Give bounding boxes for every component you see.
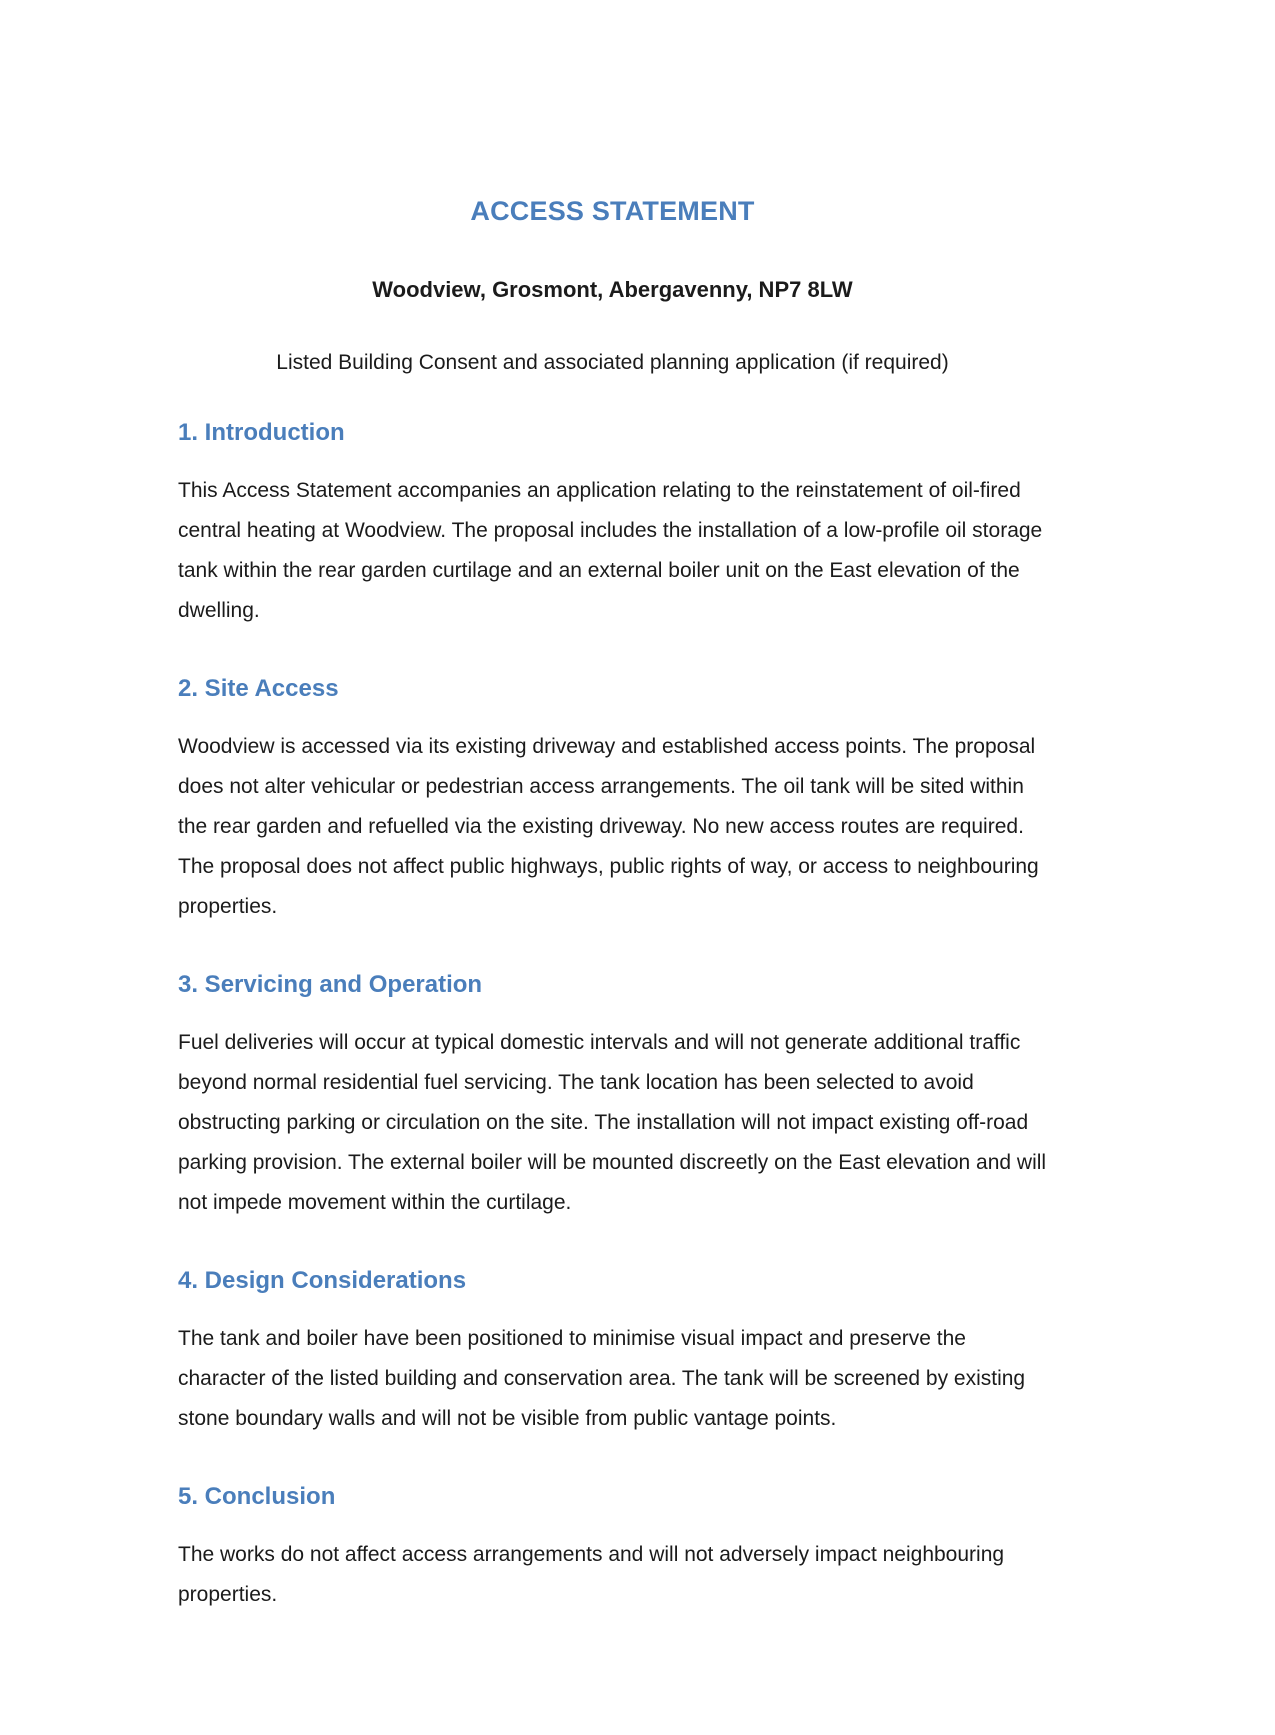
document-subtitle: Listed Building Consent and associated planning application (if required): [276, 351, 949, 374]
section-body-design-considerations: The tank and boiler have been positioned to minimise visual impact and preserve the character of the listed building and conservation area. The tank will be screened by existing stone boundary walls and will not be visible from public vantage points.: [178, 1327, 1026, 1430]
section-heading-servicing-operation: 3. Servicing and Operation: [178, 971, 483, 998]
section-body-introduction: This Access Statement accompanies an application relating to the reinstatement of oil-fired central heating at Woodview. The proposal includes the installation of a low-profile oil storage tank within the rear garden curtilage and an external boiler unit on the East elevation of the dwelling.: [178, 479, 1043, 622]
document-title: ACCESS STATEMENT: [470, 196, 755, 226]
section-body-site-access: Woodview is accessed via its existing driveway and established access points. The proposal does not alter vehicular or pedestrian access arrangements. The oil tank will be sited within the rear garden and refuelled via the existing driveway. No new access routes are required. The proposal does not affect public highways, public rights of way, or access to neighbouring properties.: [178, 735, 1039, 918]
section-body-servicing-operation: Fuel deliveries will occur at typical domestic intervals and will not generate additional traffic beyond normal residential fuel servicing. The tank location has been selected to avoid obstructing parking or circulation on the site. The installation will not impact existing off-road parking provision. The external boiler will be mounted discreetly on the East elevation and will not impede movement within the curtilage.: [178, 1031, 1047, 1214]
section-heading-conclusion: 5. Conclusion: [178, 1483, 336, 1510]
section-heading-introduction: 1. Introduction: [178, 419, 345, 446]
section-introduction: [178, 419, 1047, 631]
document-address-line: Woodview, Grosmont, Abergavenny, NP7 8LW: [372, 277, 853, 302]
section-conclusion: [178, 1483, 1047, 1615]
section-servicing-operation: [178, 971, 1047, 1223]
section-heading-site-access: 2. Site Access: [178, 675, 339, 702]
section-heading-design-considerations: 4. Design Considerations: [178, 1267, 467, 1294]
section-body-conclusion: The works do not affect access arrangements and will not adversely impact neighbouring properties.: [178, 1543, 1005, 1606]
section-site-access: [178, 675, 1047, 927]
section-design-considerations: [178, 1267, 1047, 1439]
